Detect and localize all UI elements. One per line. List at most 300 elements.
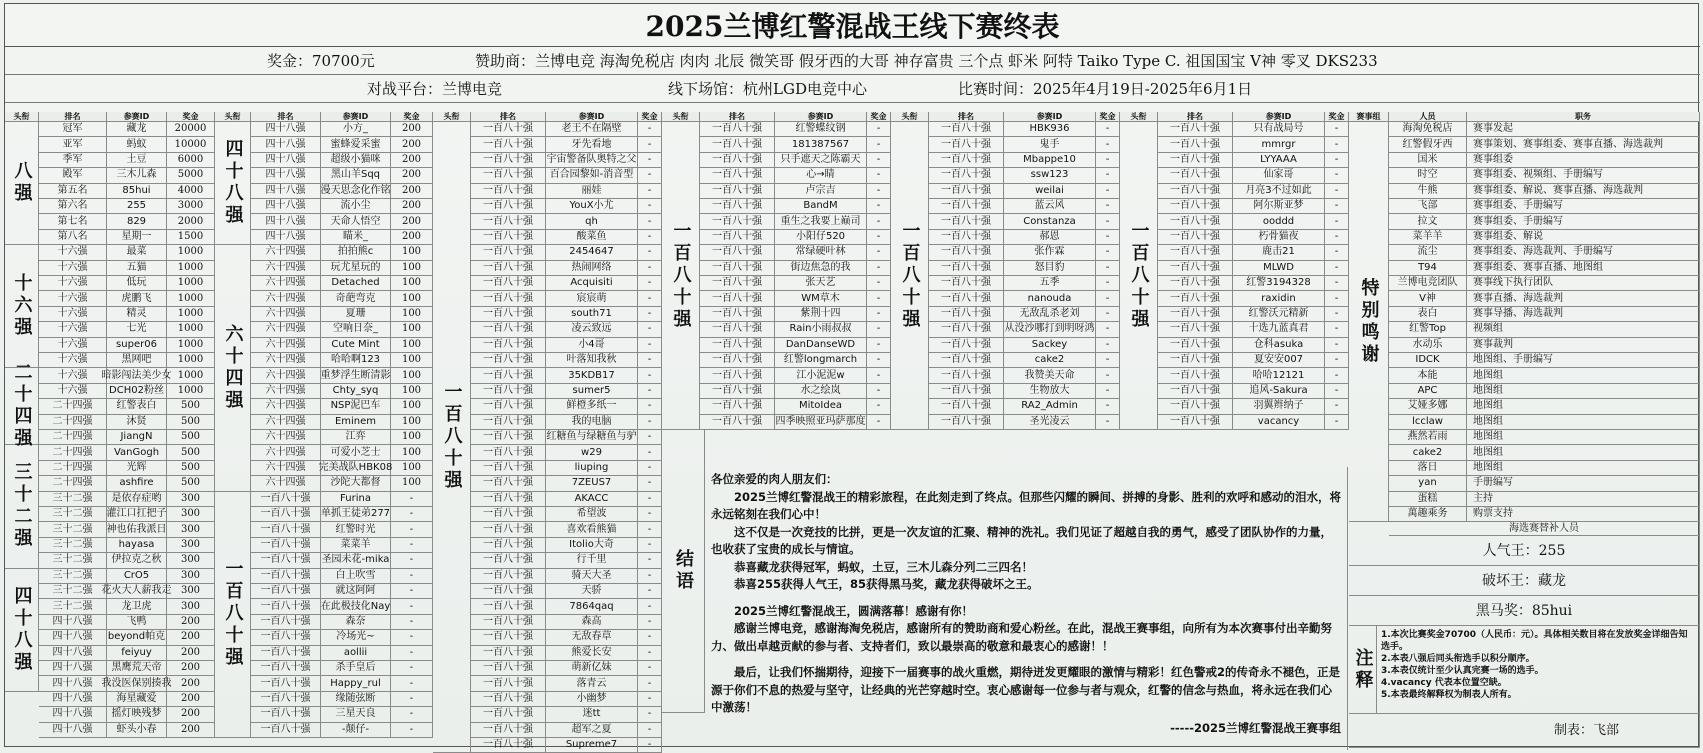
rank-cell: 二十四强 xyxy=(39,399,107,414)
staff-name: cake2 xyxy=(1389,445,1467,460)
rank-cell: 一百八十强 xyxy=(471,507,546,522)
rank-cell: 第七名 xyxy=(39,214,107,229)
prize-cell: 5000 xyxy=(167,168,215,183)
info-line xyxy=(5,75,1700,103)
rank-cell: 一百八十强 xyxy=(1158,122,1233,137)
staff-name: 红警假牙西 xyxy=(1389,137,1467,152)
player-id: 羽翼辫纳子 xyxy=(1233,399,1325,414)
prize-cell: 200 xyxy=(391,137,433,152)
rank-cell: 一百八十强 xyxy=(471,738,546,753)
prize-cell: 4000 xyxy=(167,184,215,199)
prize-cell: - xyxy=(1325,214,1349,229)
prize-cell: 300 xyxy=(167,507,215,522)
rank-cell: 一百八十强 xyxy=(471,492,546,507)
player-id: liuping xyxy=(546,461,638,476)
prize-cell: - xyxy=(638,307,662,322)
rank-cell: 三十二强 xyxy=(39,569,107,584)
player-id: CrO5 xyxy=(107,569,167,584)
rank-cell: 六十四强 xyxy=(251,399,321,414)
player-id: 心→睛 xyxy=(775,168,867,183)
col-header-head: 头衔 xyxy=(1120,112,1158,122)
rank-cell: 四十八强 xyxy=(251,199,321,214)
rank-cell: 一百八十强 xyxy=(1158,338,1233,353)
player-id: 星期一 xyxy=(107,230,167,245)
rank-cell: 一百八十强 xyxy=(471,307,546,322)
prize-cell: - xyxy=(867,338,891,353)
prize-cell: - xyxy=(638,137,662,152)
rank-cell: 一百八十强 xyxy=(929,384,1004,399)
prize-cell: - xyxy=(638,261,662,276)
rank-cell: 四十八强 xyxy=(39,646,107,661)
prize-cell: - xyxy=(391,615,433,630)
rank-cell: 一百八十强 xyxy=(471,569,546,584)
player-id: 白上吹雪 xyxy=(321,569,391,584)
rank-cell: 一百八十强 xyxy=(471,122,546,137)
player-id: 鲜橙多纸一 xyxy=(546,399,638,414)
rank-cell: 一百八十强 xyxy=(929,399,1004,414)
tier-label: 四十八强 xyxy=(215,122,251,245)
prize-cell: 2000 xyxy=(167,214,215,229)
rank-cell: 六十四强 xyxy=(251,461,321,476)
rank-cell: 一百八十强 xyxy=(471,245,546,260)
player-id: Sackey xyxy=(1004,338,1096,353)
tier-label: 十六强 xyxy=(5,245,39,368)
col-header-id: 参赛ID xyxy=(321,112,391,122)
player-id: 落青云 xyxy=(546,676,638,691)
prize-cell: 200 xyxy=(167,615,215,630)
message-paragraph: 恭喜255获得人气王，85获得黑马奖，藏龙获得破坏之王。 xyxy=(734,577,1039,591)
player-id: 829 xyxy=(107,214,167,229)
player-id: 生物放大 xyxy=(1004,384,1096,399)
prize-cell: - xyxy=(638,184,662,199)
rank-cell: 一百八十强 xyxy=(929,137,1004,152)
player-id: 神也佑我派日 xyxy=(107,522,167,537)
staff-role: 手册编写 xyxy=(1467,476,1700,491)
col-header-head: 头衔 xyxy=(433,112,471,122)
player-id: 35KDB17 xyxy=(546,368,638,383)
player-id: 五猫 xyxy=(107,261,167,276)
rank-cell: 一百八十强 xyxy=(929,291,1004,306)
rank-cell: 一百八十强 xyxy=(1158,291,1233,306)
prize-cell: - xyxy=(391,723,433,738)
col-header-prize: 奖金 xyxy=(867,112,891,122)
player-id: 超级小猫咪 xyxy=(321,153,391,168)
player-id: 骑天大圣 xyxy=(546,569,638,584)
col-header-prize: 奖金 xyxy=(638,112,662,122)
prize-cell: - xyxy=(638,538,662,553)
prize-cell: - xyxy=(391,630,433,645)
prize-cell: - xyxy=(867,122,891,137)
player-id: -颠仔- xyxy=(321,723,391,738)
tier-label: 一百八十强 xyxy=(1120,122,1158,430)
player-id: 黑鹰荒天帝 xyxy=(107,661,167,676)
prize-cell: - xyxy=(867,415,891,430)
prize-cell: 100 xyxy=(391,291,433,306)
rank-cell: 一百八十强 xyxy=(471,214,546,229)
rank-cell: 一百八十强 xyxy=(1158,384,1233,399)
staff-name: 牛熊 xyxy=(1389,184,1467,199)
rank-cell: 一百八十强 xyxy=(700,153,775,168)
rank-cell: 六十四强 xyxy=(251,276,321,291)
prize-cell: 1000 xyxy=(167,338,215,353)
rank-cell: 一百八十强 xyxy=(251,630,321,645)
rank-cell: 四十八强 xyxy=(39,676,107,691)
player-id: 超军之夏 xyxy=(546,723,638,738)
rank-cell: 一百八十强 xyxy=(929,415,1004,430)
staff-name: 海淘免税店 xyxy=(1389,122,1467,137)
rank-cell: 六十四强 xyxy=(251,261,321,276)
staff-name: 时空 xyxy=(1389,168,1467,183)
thanks-label: 特别鸣谢 xyxy=(1349,122,1389,522)
player-id: beyond帕克 xyxy=(107,630,167,645)
player-id: 蚂蚁 xyxy=(107,137,167,152)
prize-cell: - xyxy=(1096,291,1120,306)
prize-cell: 100 xyxy=(391,384,433,399)
prize-cell: - xyxy=(638,630,662,645)
prize-cell: - xyxy=(1096,230,1120,245)
player-id: LYYAAA xyxy=(1233,153,1325,168)
prize-cell: - xyxy=(391,538,433,553)
player-id: Rain小雨叔叔 xyxy=(775,322,867,337)
player-id: 飞鸭 xyxy=(107,615,167,630)
tier-label: 二十四强 xyxy=(5,368,39,445)
prize-cell: - xyxy=(1096,338,1120,353)
player-id: 仓科asuka xyxy=(1233,338,1325,353)
rank-cell: 十六强 xyxy=(39,261,107,276)
rank-cell: 一百八十强 xyxy=(471,430,546,445)
rank-cell: 一百八十强 xyxy=(471,723,546,738)
prize-cell: - xyxy=(638,153,662,168)
prize-cell: - xyxy=(638,291,662,306)
tier-label: 一百八十强 xyxy=(891,122,929,430)
staff-name: 流尘 xyxy=(1389,245,1467,260)
player-id: 五季 xyxy=(1004,276,1096,291)
prize-cell: - xyxy=(638,599,662,614)
rank-cell: 一百八十强 xyxy=(471,168,546,183)
prize-cell: - xyxy=(638,569,662,584)
player-id: 空响日奈_ xyxy=(321,322,391,337)
prize-cell: 1000 xyxy=(167,245,215,260)
staff-role: 地图组 xyxy=(1467,384,1700,399)
notes-label: 注释 xyxy=(1349,626,1377,714)
prize-cell: - xyxy=(867,261,891,276)
player-id: 百合园黎如-消音型 xyxy=(546,168,638,183)
rank-cell: 殿军 xyxy=(39,168,107,183)
player-id: Detached xyxy=(321,276,391,291)
prize-cell: 200 xyxy=(167,692,215,707)
rank-cell: 一百八十强 xyxy=(471,476,546,491)
rank-cell: 一百八十强 xyxy=(471,415,546,430)
prize-cell: - xyxy=(867,368,891,383)
rank-cell: 四十八强 xyxy=(251,153,321,168)
player-id: 喜欢看熊猫 xyxy=(546,522,638,537)
player-id: MitoIdea xyxy=(775,399,867,414)
rank-cell: 第五名 xyxy=(39,184,107,199)
prize-cell: - xyxy=(391,707,433,722)
player-id: 小4哥 xyxy=(546,338,638,353)
table-maker: 制表：飞部 xyxy=(1349,714,1700,748)
prize-cell: - xyxy=(1325,276,1349,291)
prize-cell: 200 xyxy=(167,723,215,738)
col-header-id: 参赛ID xyxy=(107,112,167,122)
player-id: 只手遮天之陈霸天 xyxy=(775,153,867,168)
message-paragraph: 2025兰博红警混战王的精彩旅程，在此刻走到了终点。但那些闪耀的瞬间、拼搏的身影、胜利的欢呼和感动的泪水，将永远铭刻在我们心中！ xyxy=(711,489,1342,521)
rank-cell: 十六强 xyxy=(39,276,107,291)
player-id: 完美战队HBK08 xyxy=(321,461,391,476)
player-id: 重梦浮生断清影 xyxy=(321,368,391,383)
staff-name: 燕然若雨 xyxy=(1389,430,1467,445)
prize-cell: - xyxy=(391,599,433,614)
staff-role: 赛事线下执行团队 xyxy=(1467,276,1700,291)
prize-cell: - xyxy=(391,553,433,568)
prize-cell: - xyxy=(1096,415,1120,430)
rank-cell: 一百八十强 xyxy=(251,584,321,599)
prize-cell: - xyxy=(638,230,662,245)
rank-cell: 一百八十强 xyxy=(471,646,546,661)
prize-cell: - xyxy=(867,153,891,168)
prize-cell: 100 xyxy=(391,353,433,368)
staff-role: 视频组 xyxy=(1467,322,1700,337)
prize-cell: - xyxy=(867,307,891,322)
prize-cell: - xyxy=(391,676,433,691)
player-id: 三星天良 xyxy=(321,707,391,722)
prize-cell: - xyxy=(638,214,662,229)
prize-cell: 300 xyxy=(167,599,215,614)
rank-cell: 四十八强 xyxy=(39,692,107,707)
player-id: 宇宙警备队奥特之父 xyxy=(546,153,638,168)
prize-cell: - xyxy=(638,399,662,414)
player-id: Acquisiti xyxy=(546,276,638,291)
rank-cell: 三十二强 xyxy=(39,553,107,568)
player-id: 181387567 xyxy=(775,137,867,152)
prize-cell: 200 xyxy=(167,676,215,691)
rank-cell: 一百八十强 xyxy=(1158,353,1233,368)
prize-cell: 200 xyxy=(167,630,215,645)
rank-cell: 一百八十强 xyxy=(471,461,546,476)
rank-cell: 冠军 xyxy=(39,122,107,137)
player-id: 小方_ xyxy=(321,122,391,137)
prize-cell: - xyxy=(638,122,662,137)
col-header-head: 头衔 xyxy=(5,112,39,122)
prize-cell: 100 xyxy=(391,276,433,291)
player-id: Chty_syq xyxy=(321,384,391,399)
prize-cell: - xyxy=(1096,399,1120,414)
staff-name: 艾娅多娜 xyxy=(1389,399,1467,414)
rank-cell: 一百八十强 xyxy=(471,445,546,460)
prize-cell: - xyxy=(391,584,433,599)
player-id: 虎鹏飞 xyxy=(107,291,167,306)
player-id: 森高 xyxy=(546,615,638,630)
player-id: super06 xyxy=(107,338,167,353)
prize-cell: 10000 xyxy=(167,137,215,152)
prize-cell: 300 xyxy=(167,553,215,568)
rank-cell: 六十四强 xyxy=(251,445,321,460)
prize-cell: - xyxy=(638,738,662,753)
col-header-head: 头衔 xyxy=(891,112,929,122)
staff-role: 地图组 xyxy=(1467,368,1700,383)
player-id: 7864qaq xyxy=(546,599,638,614)
col-header-rank: 排名 xyxy=(39,112,107,122)
prize-cell: - xyxy=(1325,261,1349,276)
player-id: 单抓王徒弟277 xyxy=(321,507,391,522)
player-id: Constanza xyxy=(1004,214,1096,229)
player-id: 冷场光~ xyxy=(321,630,391,645)
message-paragraph: 最后，让我们怀揣期待，迎接下一届赛事的战火重燃，期待迸发更耀眼的激情与精彩！红色警戒2的传奇永不褪色，正是源于你们不息的热爱与坚守，让经典的光芒穿越时空。衷心感谢每一位参与者与观众，红警的信念与热血，将永远在我们心中激荡！ xyxy=(711,665,1340,714)
rank-cell: 一百八十强 xyxy=(700,184,775,199)
prize-cell: 1000 xyxy=(167,291,215,306)
rank-cell: 一百八十强 xyxy=(471,676,546,691)
rank-cell: 一百八十强 xyxy=(1158,168,1233,183)
rank-cell: 一百八十强 xyxy=(700,214,775,229)
prize-cell: - xyxy=(1096,214,1120,229)
rank-cell: 一百八十强 xyxy=(471,707,546,722)
rank-cell: 一百八十强 xyxy=(929,261,1004,276)
prize-cell: - xyxy=(638,492,662,507)
prize-cell: 500 xyxy=(167,430,215,445)
rank-cell: 一百八十强 xyxy=(700,415,775,430)
player-id: Supreme7 xyxy=(546,738,638,753)
player-id: NSP泥巴车 xyxy=(321,399,391,414)
prize-cell: 1000 xyxy=(167,276,215,291)
prize-cell: - xyxy=(638,723,662,738)
prize-cell: - xyxy=(1325,384,1349,399)
col-header-rank: 排名 xyxy=(251,112,321,122)
prize-cell: - xyxy=(638,676,662,691)
prize-cell: - xyxy=(1325,122,1349,137)
sponsor-list: 赞助商：兰博电竞 海淘免税店 肉肉 北辰 微笑哥 假牙西的大哥 神存富贵 三个点 虾米 阿特 Taiko Type C. 祖国国宝 V神 零叉 DKS233 xyxy=(475,52,1378,70)
player-id: 灌江口扛把子 xyxy=(107,507,167,522)
note-item: 2.本表八强后同头衔选手以积分顺序。 xyxy=(1381,654,1535,665)
player-id: 希望波 xyxy=(546,507,638,522)
player-id: 奇葩弯克 xyxy=(321,291,391,306)
col-header-rank: 排名 xyxy=(1158,112,1233,122)
player-id: 花火大人薪我走 xyxy=(107,584,167,599)
player-id: 月亮3不过如此 xyxy=(1233,184,1325,199)
player-id: ssw123 xyxy=(1004,168,1096,183)
prize-cell: 200 xyxy=(391,122,433,137)
rank-cell: 二十四强 xyxy=(39,445,107,460)
rank-cell: 四十八强 xyxy=(251,122,321,137)
rank-cell: 一百八十强 xyxy=(471,199,546,214)
rank-cell: 一百八十强 xyxy=(251,615,321,630)
award-darkhorse: 黑马奖：85hui xyxy=(1349,596,1700,626)
prize-cell: 300 xyxy=(167,538,215,553)
rank-cell: 一百八十强 xyxy=(700,353,775,368)
prize-cell: - xyxy=(391,646,433,661)
prize-cell: - xyxy=(1325,230,1349,245)
rank-cell: 十六强 xyxy=(39,338,107,353)
player-id: 热闹网络 xyxy=(546,261,638,276)
rank-cell: 一百八十强 xyxy=(471,630,546,645)
col-header-prize: 奖金 xyxy=(391,112,433,122)
rank-cell: 一百八十强 xyxy=(251,507,321,522)
col-header-rank: 排名 xyxy=(929,112,1004,122)
player-id: 流小尘 xyxy=(321,199,391,214)
rank-cell: 六十四强 xyxy=(251,307,321,322)
rank-cell: 三十二强 xyxy=(39,538,107,553)
prize-cell: - xyxy=(638,461,662,476)
player-id: 宸宸萌 xyxy=(546,291,638,306)
col-header-id: 参赛ID xyxy=(546,112,638,122)
rank-cell: 一百八十强 xyxy=(251,723,321,738)
player-id: 藏龙 xyxy=(107,122,167,137)
player-id: 江小泥泥w xyxy=(775,368,867,383)
staff-role: 地图组、手册编写 xyxy=(1467,353,1700,368)
prize-cell: - xyxy=(1096,184,1120,199)
staff-name: 蛋糕 xyxy=(1389,492,1467,507)
staff-name: 落日 xyxy=(1389,461,1467,476)
prize-cell: - xyxy=(638,245,662,260)
rank-cell: 一百八十强 xyxy=(471,399,546,414)
player-id: 鬼手 xyxy=(1004,137,1096,152)
prize-cell: 100 xyxy=(391,261,433,276)
player-id: 是依存症哟 xyxy=(107,492,167,507)
rank-cell: 一百八十强 xyxy=(471,338,546,353)
staff-role: 地图组 xyxy=(1467,445,1700,460)
prize-cell: - xyxy=(1096,122,1120,137)
rank-cell: 一百八十强 xyxy=(251,538,321,553)
staff-role: 赛事直播、海选裁判 xyxy=(1467,291,1700,306)
rank-cell: 一百八十强 xyxy=(1158,415,1233,430)
player-id: Eminem xyxy=(321,415,391,430)
player-id: AKACC xyxy=(546,492,638,507)
message-paragraph: 感谢兰博电竞，感谢海淘免税店，感谢所有的赞助商和爱心粉丝。在此，混战王赛事组，向所有为本次赛事付出辛勤努力、做出卓越贡献的参与者、支持者们，致以最崇高的敬意和最衷心的感谢！！ xyxy=(711,621,1332,653)
rank-cell: 第八名 xyxy=(39,230,107,245)
player-id: MLWD xyxy=(1233,261,1325,276)
rank-cell: 一百八十强 xyxy=(700,230,775,245)
player-id: 在此极技化Nay xyxy=(321,599,391,614)
subs-note: 海选赛替补人员 xyxy=(1389,522,1700,536)
prize-cell: - xyxy=(1325,291,1349,306)
rank-cell: 一百八十强 xyxy=(1158,153,1233,168)
staff-role: 地图组 xyxy=(1467,415,1700,430)
staff-role: 赛事组委、解说、赛事直播、海选裁判 xyxy=(1467,184,1700,199)
rank-cell: 六十四强 xyxy=(251,353,321,368)
rank-cell: 一百八十强 xyxy=(929,307,1004,322)
player-id: Happy_rul xyxy=(321,676,391,691)
player-id: 怒目豹 xyxy=(1004,261,1096,276)
prize-cell: 100 xyxy=(391,476,433,491)
player-id: 常绿硬叶林 xyxy=(775,245,867,260)
rank-cell: 二十四强 xyxy=(39,476,107,491)
prize-cell: 100 xyxy=(391,399,433,414)
rank-cell: 四十八强 xyxy=(39,661,107,676)
player-id: RA2_Admin xyxy=(1004,399,1096,414)
prize-cell: - xyxy=(867,137,891,152)
prize-cell: - xyxy=(638,522,662,537)
staff-role: 赛事组委、赛事直播、地图组 xyxy=(1467,261,1700,276)
player-id: 拍拍熊c xyxy=(321,245,391,260)
player-id: 黑山羊Sqq xyxy=(321,168,391,183)
rank-cell: 一百八十强 xyxy=(471,322,546,337)
rank-cell: 二十四强 xyxy=(39,415,107,430)
prize-cell: - xyxy=(638,707,662,722)
prize-cell: - xyxy=(638,615,662,630)
prize-cell: - xyxy=(867,322,891,337)
player-id: 瞄米_ xyxy=(321,230,391,245)
player-id: 夏安安007 xyxy=(1233,353,1325,368)
prize-cell: - xyxy=(638,368,662,383)
prize-cell: 200 xyxy=(391,214,433,229)
prize-cell: - xyxy=(867,214,891,229)
award-popular: 人气王：255 xyxy=(1349,536,1700,566)
rank-cell: 三十二强 xyxy=(39,492,107,507)
prize-cell: - xyxy=(391,522,433,537)
rank-cell: 一百八十强 xyxy=(700,199,775,214)
prize-cell: 100 xyxy=(391,338,433,353)
rank-cell: 六十四强 xyxy=(251,322,321,337)
prize-cell: - xyxy=(638,430,662,445)
